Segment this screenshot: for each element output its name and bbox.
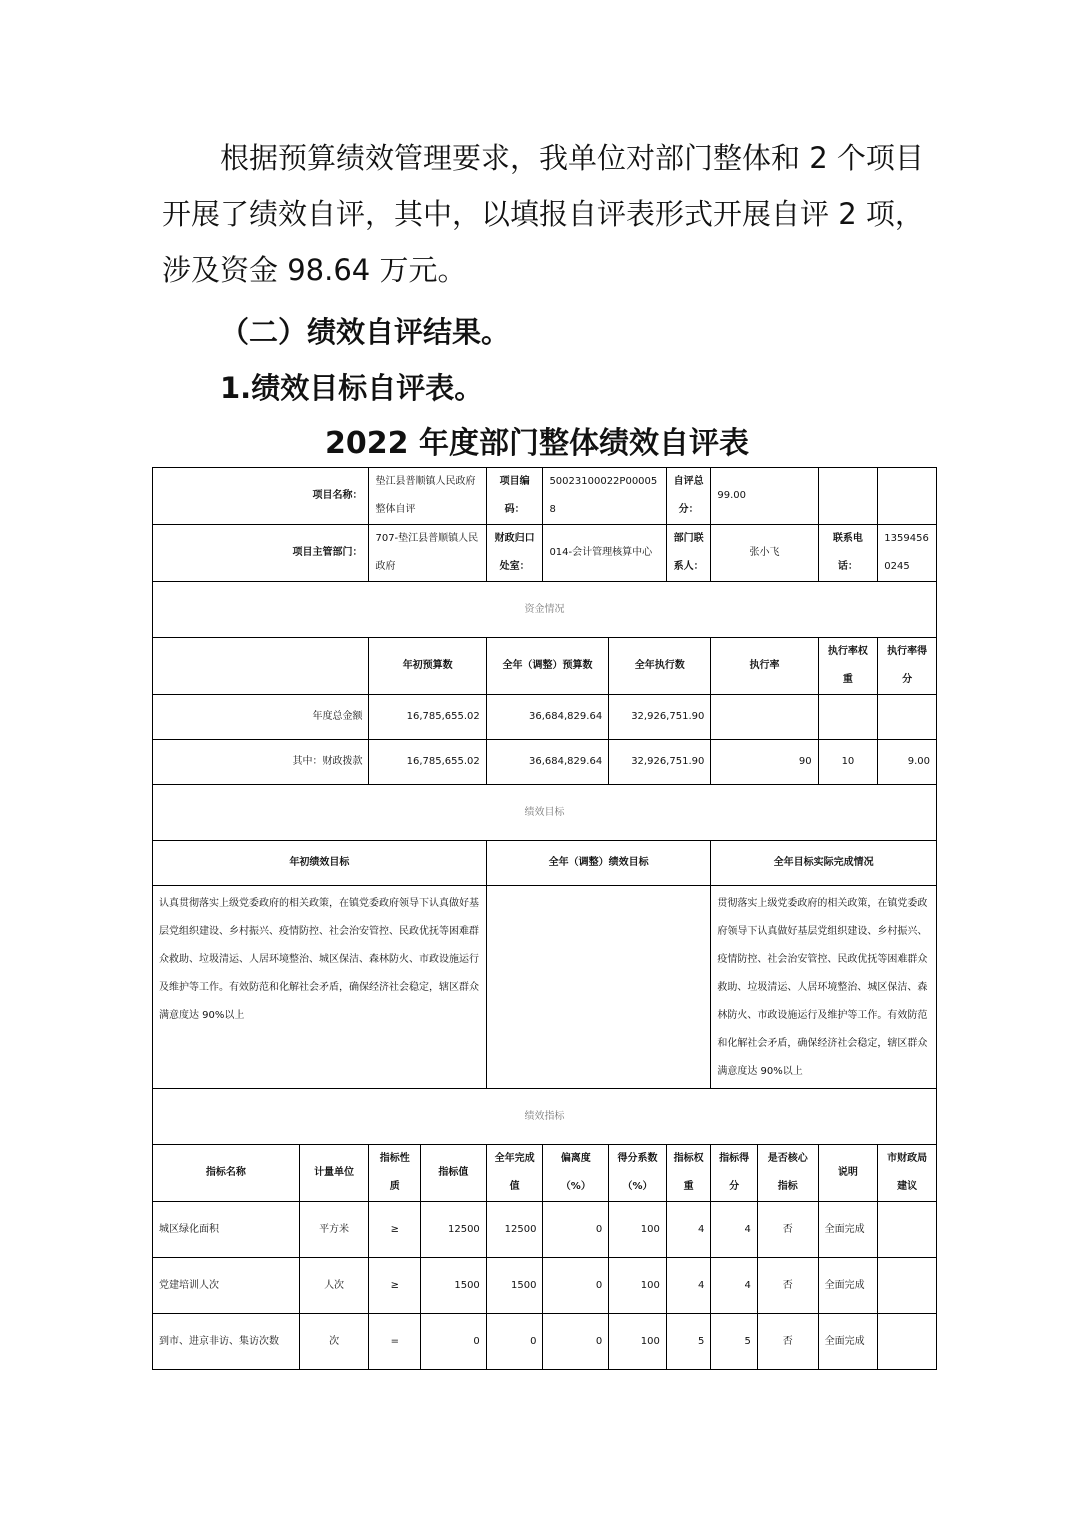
funds-header-row bbox=[153, 638, 937, 695]
header-note: 说明 bbox=[818, 1145, 878, 1202]
section-funds: 资金情况 bbox=[153, 582, 937, 638]
header-done: 全年完成值 bbox=[486, 1145, 543, 1202]
header-core: 是否核心指标 bbox=[757, 1145, 818, 1202]
empty-cell bbox=[153, 638, 369, 695]
funds-row bbox=[153, 740, 937, 785]
indicator-note: 全面完成 bbox=[818, 1258, 878, 1314]
funds-executed: 32,926,751.90 bbox=[609, 740, 711, 785]
header-score: 指标得分 bbox=[711, 1145, 758, 1202]
header-actual-completion: 全年目标实际完成情况 bbox=[711, 841, 937, 886]
label-project-name: 项目名称： bbox=[153, 468, 369, 525]
section-row bbox=[153, 785, 937, 841]
header-coefficient: 得分系数（%） bbox=[609, 1145, 667, 1202]
indicator-advice bbox=[878, 1314, 937, 1370]
funds-label: 其中：财政拨款 bbox=[153, 740, 369, 785]
goals-header-row bbox=[153, 841, 937, 886]
header-advice: 市财政局建议 bbox=[878, 1145, 937, 1202]
indicator-weight: 4 bbox=[666, 1202, 711, 1258]
goals-row bbox=[153, 886, 937, 1089]
funds-score: 9.00 bbox=[878, 740, 937, 785]
header-indicator-name: 指标名称 bbox=[153, 1145, 300, 1202]
indicator-done: 12500 bbox=[486, 1202, 543, 1258]
indicator-core: 否 bbox=[757, 1258, 818, 1314]
indicator-done: 0 bbox=[486, 1314, 543, 1370]
intro-line: 涉及资金 98.64 万元。 bbox=[162, 253, 467, 287]
indicator-advice bbox=[878, 1202, 937, 1258]
funds-rate bbox=[711, 695, 818, 740]
funds-weight bbox=[818, 695, 878, 740]
contact-person: 张小飞 bbox=[711, 525, 818, 582]
table-heading: 1.绩效目标自评表。 bbox=[220, 371, 484, 405]
indicator-target: 1500 bbox=[421, 1258, 487, 1314]
phone-number: 13594560245 bbox=[878, 525, 937, 582]
project-code: 50023100022P000058 bbox=[543, 468, 666, 525]
indicator-core: 否 bbox=[757, 1314, 818, 1370]
indicator-nature: ≥ bbox=[369, 1258, 421, 1314]
indicator-unit: 次 bbox=[299, 1314, 369, 1370]
funds-score bbox=[878, 695, 937, 740]
funds-adjusted: 36,684,829.64 bbox=[486, 740, 608, 785]
section-goals: 绩效目标 bbox=[153, 785, 937, 841]
indicator-advice bbox=[878, 1258, 937, 1314]
indicator-target: 12500 bbox=[421, 1202, 487, 1258]
actual-completion-text: 贯彻落实上级党委政府的相关政策，在镇党委政府领导下认真做好基层党组织建设、乡村振兴、疫情防控、社会治安管控、民政优抚等困难群众救助、垃圾清运、人居环境整治、城区保洁、森林防火、市政设施运行及维护等工作。有效防范和化解社会矛盾，确保经济社会稳定，辖区群众满意度达 90%以上 bbox=[711, 886, 937, 1089]
label-project-code: 项目编码： bbox=[486, 468, 543, 525]
indicator-score: 4 bbox=[711, 1258, 758, 1314]
indicator-weight: 5 bbox=[666, 1314, 711, 1370]
header-rate-weight: 执行率权重 bbox=[818, 638, 878, 695]
table-title: 2022 年度部门整体绩效自评表 bbox=[325, 426, 749, 461]
indicator-coefficient: 100 bbox=[609, 1202, 667, 1258]
header-executed: 全年执行数 bbox=[609, 638, 711, 695]
funds-executed: 32,926,751.90 bbox=[609, 695, 711, 740]
indicator-coefficient: 100 bbox=[609, 1258, 667, 1314]
empty-cell bbox=[818, 468, 878, 525]
adjusted-goal-text bbox=[486, 886, 711, 1089]
funds-row bbox=[153, 695, 937, 740]
info-row bbox=[153, 525, 937, 582]
initial-goal-text: 认真贯彻落实上级党委政府的相关政策，在镇党委政府领导下认真做好基层党组织建设、乡村振兴、疫情防控、社会治安管控、民政优抚等困难群众救助、垃圾清运、人居环境整治、城区保洁、森林防火、市政设施运行及维护等工作。有效防范和化解社会矛盾，确保经济社会稳定，辖区群众满意度达 90%以上 bbox=[153, 886, 487, 1089]
indicator-header-row bbox=[153, 1145, 937, 1202]
dept-value: 707-垫江县普顺镇人民政府 bbox=[369, 525, 486, 582]
label-finance-office: 财政归口处室： bbox=[486, 525, 543, 582]
header-deviation: 偏离度（%） bbox=[543, 1145, 609, 1202]
label-contact: 部门联系人： bbox=[666, 525, 711, 582]
funds-initial: 16,785,655.02 bbox=[369, 695, 486, 740]
indicator-deviation: 0 bbox=[543, 1202, 609, 1258]
finance-office: 014-会计管理核算中心 bbox=[543, 525, 666, 582]
header-rate-score: 执行率得分 bbox=[878, 638, 937, 695]
header-initial-budget: 年初预算数 bbox=[369, 638, 486, 695]
funds-adjusted: 36,684,829.64 bbox=[486, 695, 608, 740]
indicator-unit: 平方米 bbox=[299, 1202, 369, 1258]
intro-line: 根据预算绩效管理要求，我单位对部门整体和 2 个项目 bbox=[220, 141, 924, 175]
indicator-note: 全面完成 bbox=[818, 1314, 878, 1370]
funds-rate: 90 bbox=[711, 740, 818, 785]
indicator-deviation: 0 bbox=[543, 1258, 609, 1314]
section-row bbox=[153, 1089, 937, 1145]
indicator-nature: = bbox=[369, 1314, 421, 1370]
header-nature: 指标性质 bbox=[369, 1145, 421, 1202]
indicator-nature: ≥ bbox=[369, 1202, 421, 1258]
indicator-done: 1500 bbox=[486, 1258, 543, 1314]
indicator-row bbox=[153, 1258, 937, 1314]
intro-paragraph bbox=[162, 130, 922, 298]
indicator-weight: 4 bbox=[666, 1258, 711, 1314]
header-adjusted-goal: 全年（调整）绩效目标 bbox=[486, 841, 711, 886]
indicator-target: 0 bbox=[421, 1314, 487, 1370]
intro-line: 开展了绩效自评，其中，以填报自评表形式开展自评 2 项， bbox=[162, 197, 924, 231]
indicator-name: 党建培训人次 bbox=[153, 1258, 300, 1314]
header-rate: 执行率 bbox=[711, 638, 818, 695]
label-phone: 联系电话： bbox=[818, 525, 878, 582]
indicator-deviation: 0 bbox=[543, 1314, 609, 1370]
header-unit: 计量单位 bbox=[299, 1145, 369, 1202]
results-heading: （二）绩效自评结果。 bbox=[220, 315, 511, 349]
header-initial-goal: 年初绩效目标 bbox=[153, 841, 487, 886]
indicator-core: 否 bbox=[757, 1202, 818, 1258]
project-name: 垫江县普顺镇人民政府整体自评 bbox=[369, 468, 486, 525]
performance-table bbox=[152, 467, 937, 1370]
total-score: 99.00 bbox=[711, 468, 818, 525]
indicator-row bbox=[153, 1202, 937, 1258]
empty-cell bbox=[878, 468, 937, 525]
indicator-score: 4 bbox=[711, 1202, 758, 1258]
indicator-name: 到市、进京非访、集访次数 bbox=[153, 1314, 300, 1370]
indicator-unit: 人次 bbox=[299, 1258, 369, 1314]
section-indicators: 绩效指标 bbox=[153, 1089, 937, 1145]
label-total-score: 自评总分： bbox=[666, 468, 711, 525]
label-dept: 项目主管部门： bbox=[153, 525, 369, 582]
info-row bbox=[153, 468, 937, 525]
header-weight: 指标权重 bbox=[666, 1145, 711, 1202]
funds-label: 年度总金额 bbox=[153, 695, 369, 740]
header-target: 指标值 bbox=[421, 1145, 487, 1202]
indicator-row bbox=[153, 1314, 937, 1370]
section-row bbox=[153, 582, 937, 638]
funds-weight: 10 bbox=[818, 740, 878, 785]
header-adjusted-budget: 全年（调整）预算数 bbox=[486, 638, 608, 695]
indicator-note: 全面完成 bbox=[818, 1202, 878, 1258]
indicator-name: 城区绿化面积 bbox=[153, 1202, 300, 1258]
indicator-score: 5 bbox=[711, 1314, 758, 1370]
funds-initial: 16,785,655.02 bbox=[369, 740, 486, 785]
indicator-coefficient: 100 bbox=[609, 1314, 667, 1370]
